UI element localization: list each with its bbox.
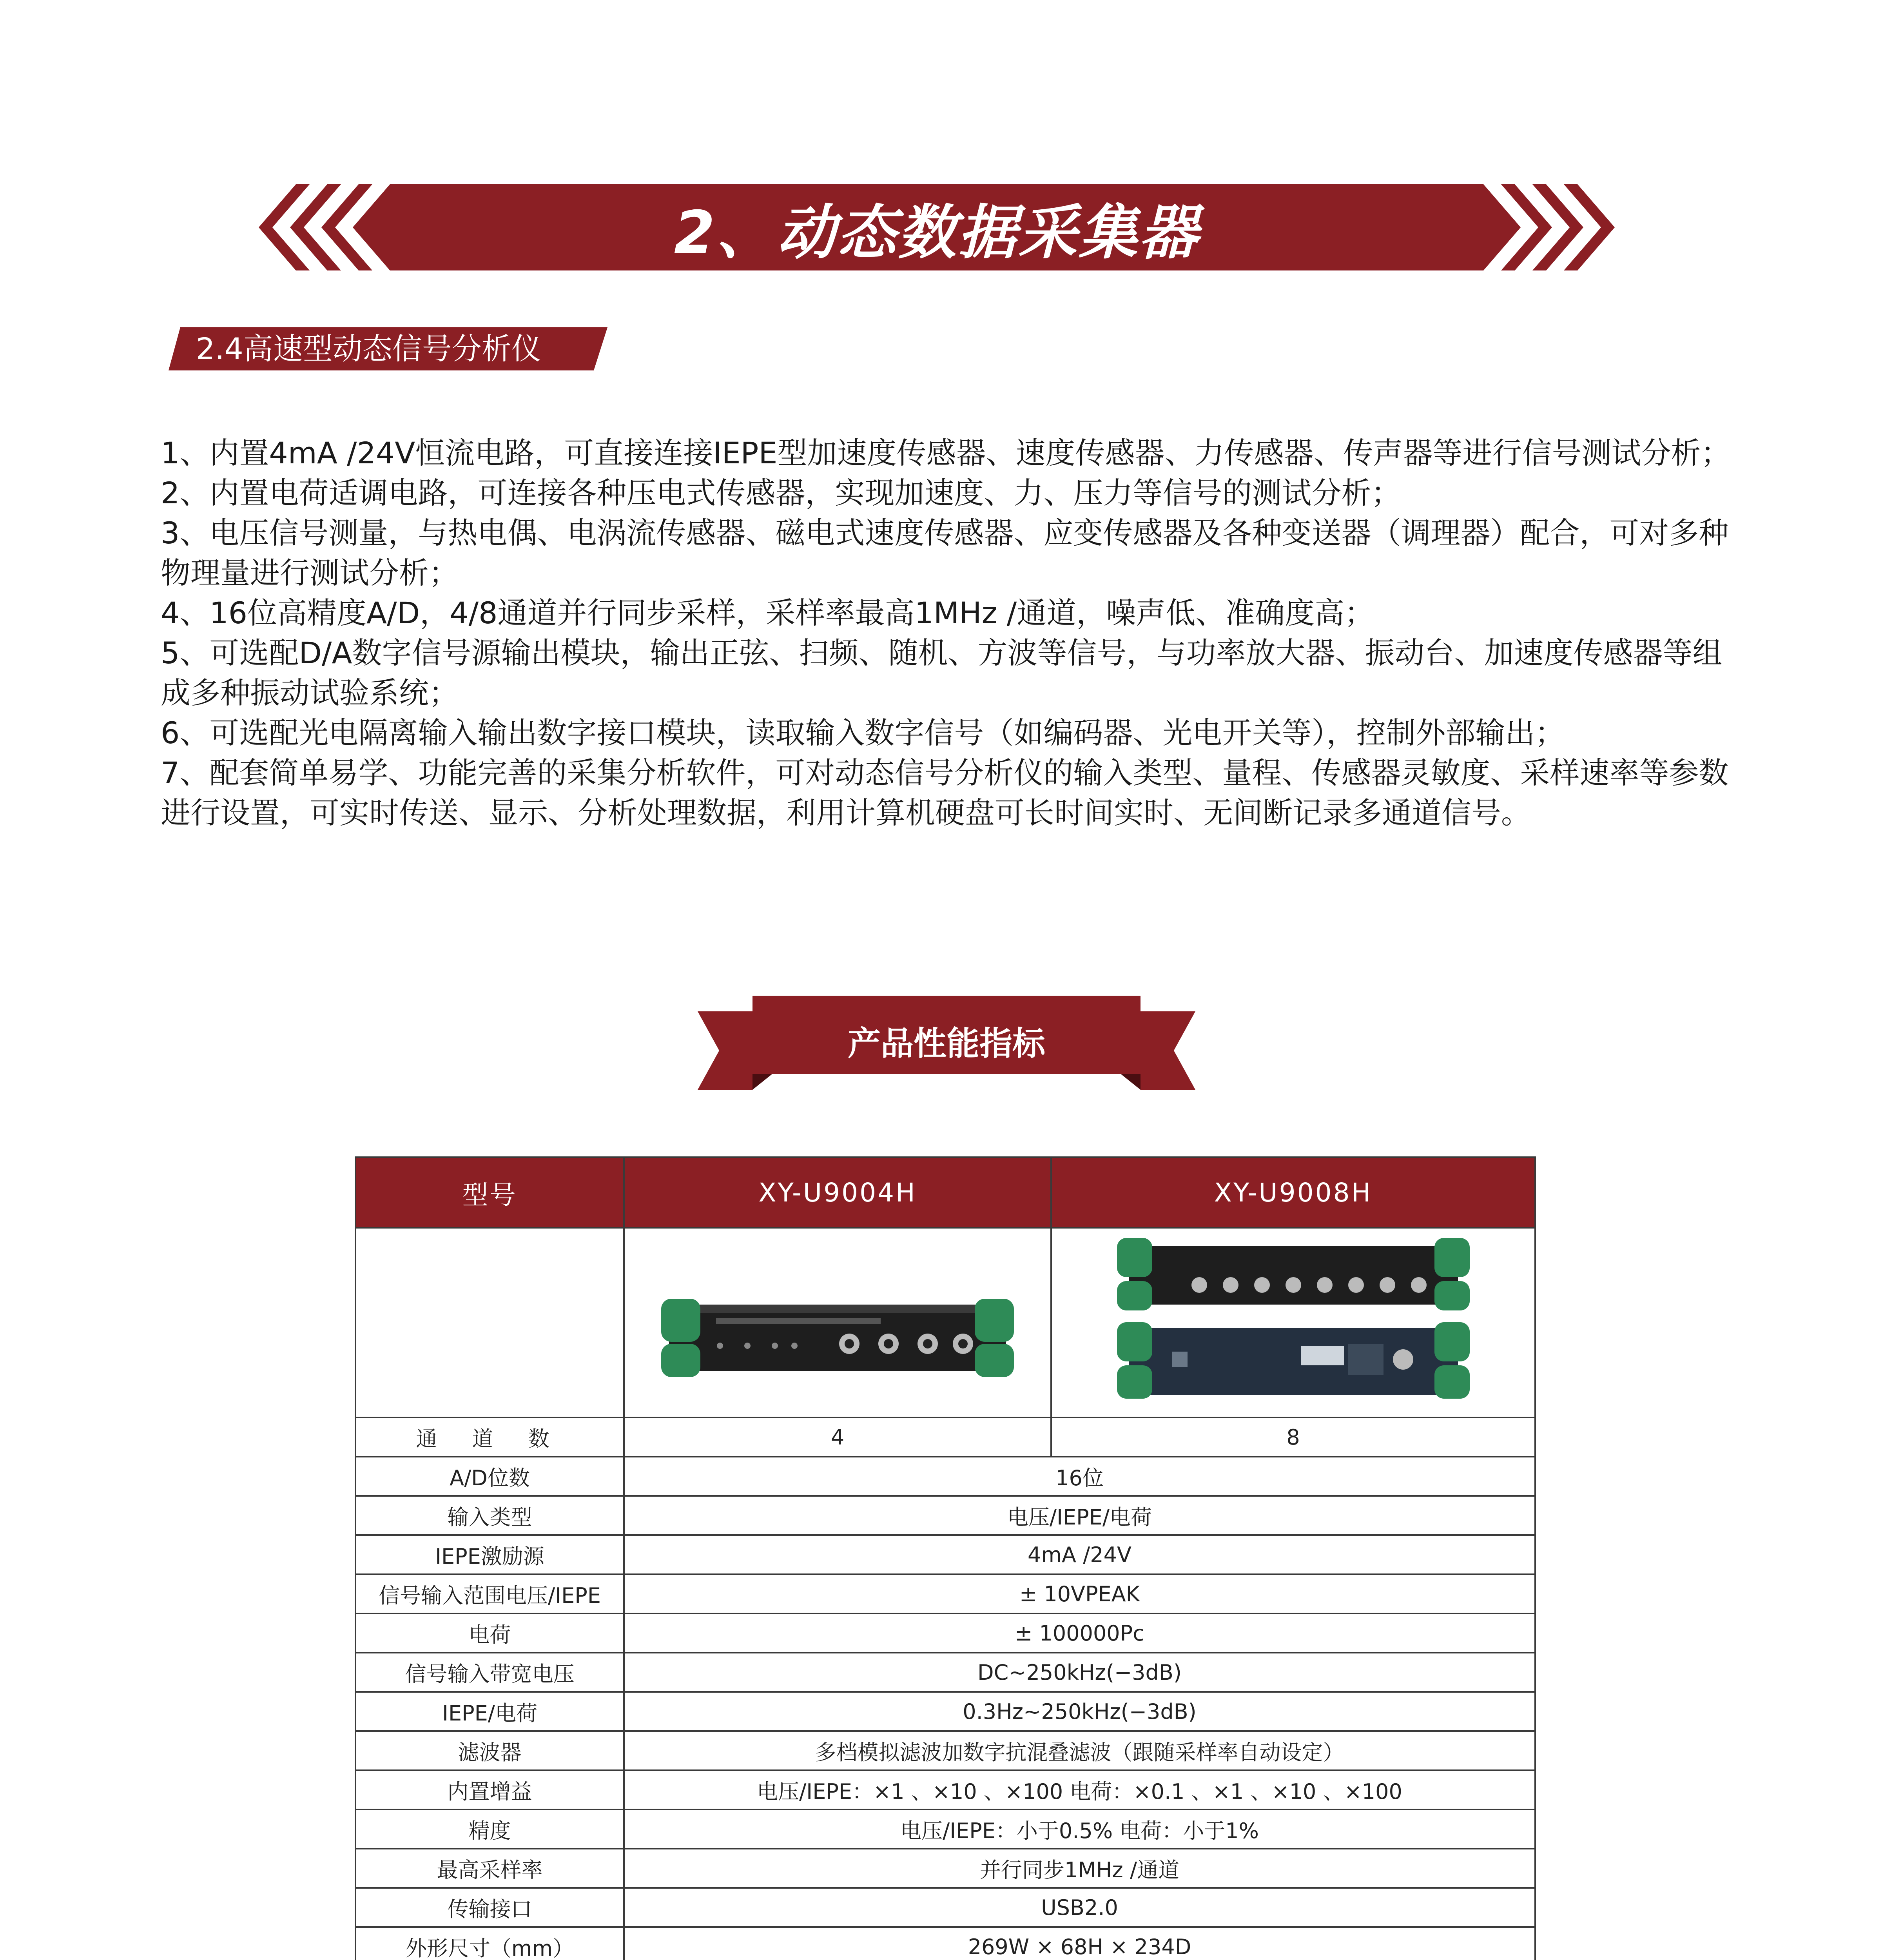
spec-ribbon — [698, 996, 1195, 1098]
table-row — [355, 1927, 1535, 1960]
spec-label: 最高采样率 — [355, 1849, 624, 1888]
table-row — [355, 1574, 1535, 1613]
device-4ch-image — [661, 1246, 1014, 1395]
spec-label: 传输接口 — [355, 1888, 624, 1927]
table-row — [355, 1535, 1535, 1574]
table-row — [355, 1692, 1535, 1731]
model-a-header: XY-U9004H — [624, 1157, 1051, 1228]
channels-value-a: 4 — [624, 1417, 1051, 1457]
spec-label: 信号输入范围电压/IEPE — [355, 1574, 624, 1613]
spec-label: 精度 — [355, 1809, 624, 1849]
table-header-row — [355, 1157, 1535, 1228]
spec-value: DC~250kHz(−3dB) — [624, 1653, 1535, 1692]
spec-value: 多档模拟滤波加数字抗混叠滤波（跟随采样率自动设定） — [624, 1731, 1535, 1770]
spec-value: 电压/IEPE：×1 、×10 、×100 电荷：×0.1 、×1 、×10 、×100 — [624, 1770, 1535, 1809]
model-b-header: XY-U9008H — [1051, 1157, 1535, 1228]
product-image-row — [355, 1228, 1535, 1417]
spec-label: IEPE/电荷 — [355, 1692, 624, 1731]
spec-label: 电荷 — [355, 1613, 624, 1653]
spec-label: 信号输入带宽电压 — [355, 1653, 624, 1692]
channels-label: 通 道 数 — [355, 1417, 624, 1457]
spec-value: 电压/IEPE：小于0.5% 电荷：小于1% — [624, 1809, 1535, 1849]
spec-value: 16位 — [624, 1457, 1535, 1496]
product-image-b — [1051, 1228, 1535, 1417]
table-row — [355, 1613, 1535, 1653]
feature-item: 2、内置电荷适调电路，可连接各种压电式传感器，实现加速度、力、压力等信号的测试分析； — [161, 475, 1401, 510]
feature-item: 5、可选配D/A数字信号源输出模块，输出正弦、扫频、随机、方波等信号，与功率放大器、振动台、加速度传感器等组成多种振动试验系统； — [161, 635, 1723, 710]
table-row — [355, 1849, 1535, 1888]
table-row — [355, 1770, 1535, 1809]
table-row — [355, 1731, 1535, 1770]
feature-item: 3、电压信号测量，与热电偶、电涡流传感器、磁电式速度传感器、应变传感器及各种变送器（调理器）配合，可对多种物理量进行测试分析； — [161, 515, 1729, 590]
table-row — [355, 1457, 1535, 1496]
feature-item: 7、配套简单易学、功能完善的采集分析软件，可对动态信号分析仪的输入类型、量程、传感器灵敏度、采样速率等参数进行设置，可实时传送、显示、分析处理数据，利用计算机硬盘可长时间实时、无间断记录多通道信号。 — [161, 755, 1729, 830]
spec-value: ± 100000Pc — [624, 1613, 1535, 1653]
table-row — [355, 1653, 1535, 1692]
section-tab — [169, 327, 607, 370]
feature-item: 6、可选配光电隔离输入输出数字接口模块，读取输入数字信号（如编码器、光电开关等），控制外部输出； — [161, 715, 1565, 750]
table-row — [355, 1888, 1535, 1927]
spec-label: 输入类型 — [355, 1496, 624, 1535]
spec-label: 内置增益 — [355, 1770, 624, 1809]
feature-list — [161, 433, 1744, 833]
spec-value: ± 10VPEAK — [624, 1574, 1535, 1613]
empty-cell — [355, 1228, 624, 1417]
spec-value: 电压/IEPE/电荷 — [624, 1496, 1535, 1535]
spec-value: USB2.0 — [624, 1888, 1535, 1927]
table-row — [355, 1417, 1535, 1457]
spec-label: A/D位数 — [355, 1457, 624, 1496]
model-label-header: 型号 — [355, 1157, 624, 1228]
channels-value-b: 8 — [1051, 1417, 1535, 1457]
section-title: 2.4高速型动态信号分析仪 — [196, 331, 541, 366]
chapter-title: 2、动态数据采集器 — [674, 199, 1200, 267]
spec-table — [355, 1156, 1536, 1960]
table-row — [355, 1496, 1535, 1535]
table-row — [355, 1809, 1535, 1849]
chapter-banner — [259, 184, 1615, 270]
spec-label: 滤波器 — [355, 1731, 624, 1770]
spec-title: 产品性能指标 — [847, 1024, 1045, 1063]
feature-item: 1、内置4mA /24V恒流电路，可直接连接IEPE型加速度传感器、速度传感器、力传感器、传声器等进行信号测试分析； — [161, 436, 1731, 470]
spec-label: 外形尺寸（mm） — [355, 1927, 624, 1960]
spec-label: IEPE激励源 — [355, 1535, 624, 1574]
device-8ch-image — [1117, 1234, 1470, 1406]
spec-value: 4mA /24V — [624, 1535, 1535, 1574]
spec-value: 并行同步1MHz /通道 — [624, 1849, 1535, 1888]
spec-value: 0.3Hz~250kHz(−3dB) — [624, 1692, 1535, 1731]
feature-item: 4、16位高精度A/D，4/8通道并行同步采样，采样率最高1MHz /通道，噪声低、准确度高； — [161, 595, 1374, 630]
product-image-a — [624, 1228, 1051, 1417]
spec-value: 269W × 68H × 234D — [624, 1927, 1535, 1960]
